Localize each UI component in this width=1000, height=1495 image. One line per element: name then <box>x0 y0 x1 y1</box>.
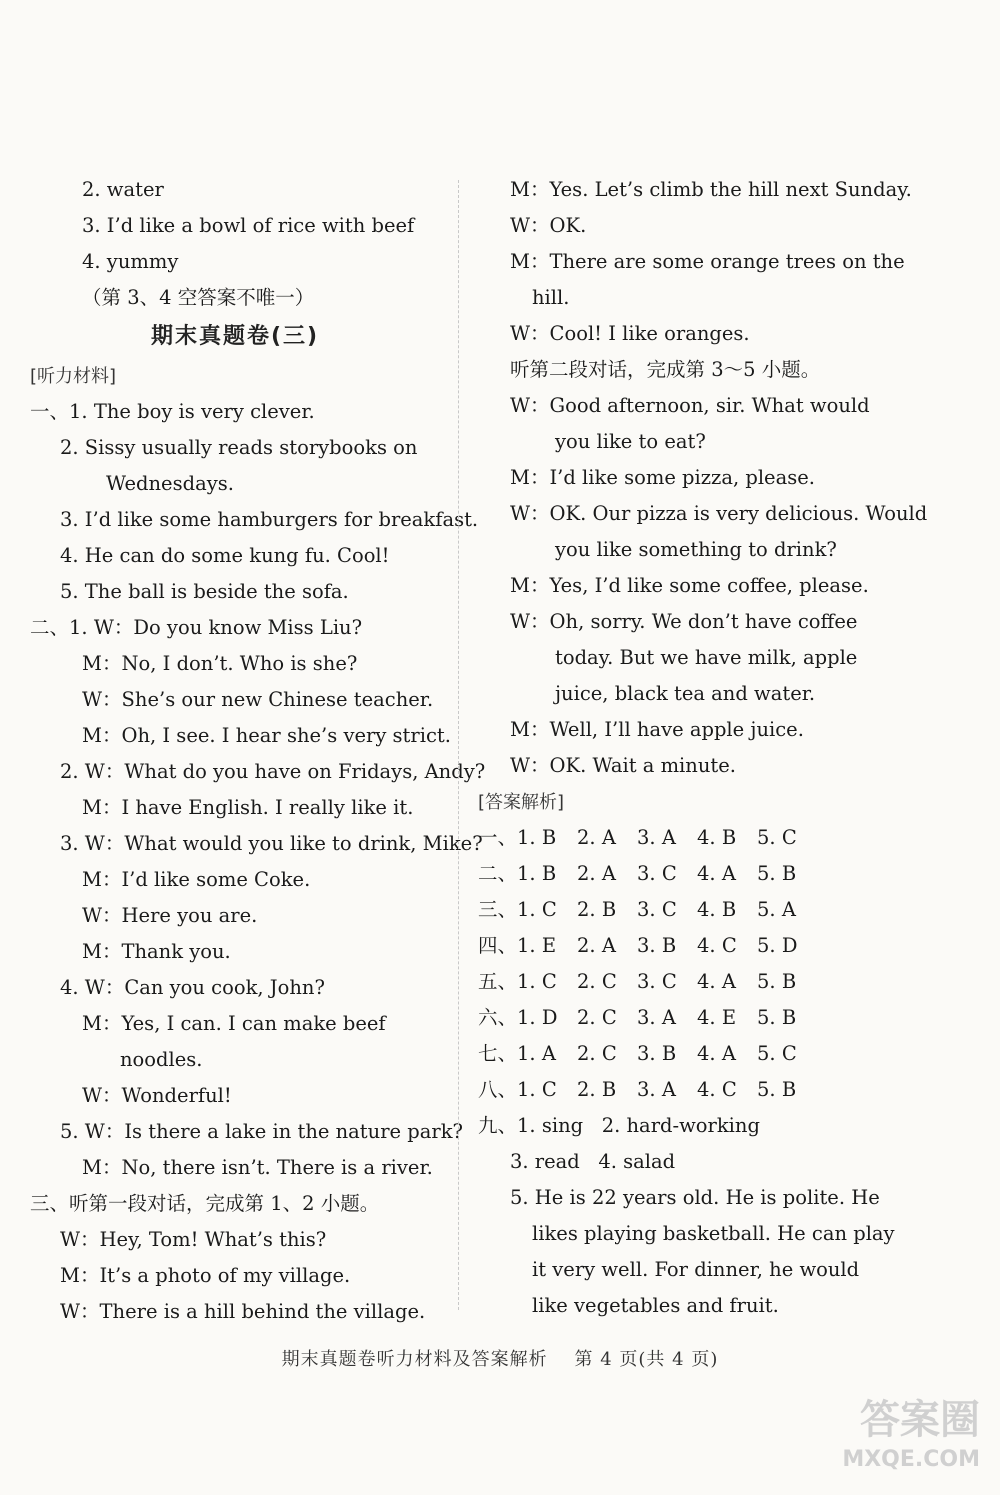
exam-title: 期末真题卷(三) <box>150 324 320 349</box>
part-marker: 六、 <box>478 1006 518 1029</box>
dialog-line: W：Hey, Tom! What’s this? <box>60 1228 327 1251</box>
listening-tag <box>30 358 440 394</box>
dialog-line: M：No, I don’t. Who is she? <box>82 652 358 675</box>
answer-row <box>478 856 898 892</box>
dialog-line: you like something to drink? <box>555 538 837 561</box>
dialog-line: M：Yes, I’d like some coffee, please. <box>510 574 869 597</box>
answer-item: 2. C <box>577 1006 617 1029</box>
dialog-line: M：Yes, I can. I can make beef <box>82 1012 386 1035</box>
part-marker: 二、 <box>30 616 70 639</box>
dialog-line: W：Cool! I like oranges. <box>510 322 750 345</box>
dialog-line: W：Good afternoon, sir. What would <box>510 394 870 417</box>
part-marker: 二、 <box>478 862 518 885</box>
part9-q5: 5. He is 22 years old. He is polite. He <box>510 1186 880 1209</box>
dialog-line: W：OK. Wait a minute. <box>510 754 736 777</box>
answer-item: 3. B <box>637 934 677 957</box>
dialog-line: M：I’d like some pizza, please. <box>510 466 815 489</box>
dialog-line: W：OK. <box>510 214 587 237</box>
part3-intro <box>30 1186 440 1222</box>
answer-row <box>478 820 898 856</box>
part1-line: 3. I’d like some hamburgers for breakfast. <box>60 508 479 531</box>
answer-item: 4. C <box>697 1078 737 1101</box>
dialog-line: W：There is a hill behind the village. <box>60 1300 426 1323</box>
part1-line: 5. The ball is beside the sofa. <box>60 580 349 603</box>
dialog-line: today. But we have milk, apple <box>555 646 858 669</box>
answer-item: 2. A <box>577 862 616 885</box>
answer-item: 1. C <box>517 898 557 921</box>
answer-row <box>478 964 898 1000</box>
answer-item: 2. C <box>577 1042 617 1065</box>
answer-item: 5. B <box>757 862 797 885</box>
dialog-line: W：She’s our new Chinese teacher. <box>82 688 434 711</box>
part9-q5: it very well. For dinner, he would <box>532 1258 860 1281</box>
part1-line: 2. Sissy usually reads storybooks on <box>60 436 418 459</box>
dialog-line: W：OK. Our pizza is very delicious. Would <box>510 502 928 525</box>
answer-row <box>478 1036 898 1072</box>
dialog-line: M：Thank you. <box>82 940 231 963</box>
right-column <box>478 172 928 1324</box>
part9-q5: like vegetables and fruit. <box>532 1294 779 1317</box>
answer-item: 5. D <box>757 934 798 957</box>
dialog-line: 4. W：Can you cook, John? <box>60 976 325 999</box>
dialog-line: juice, black tea and water. <box>555 682 816 705</box>
answer-item: 3. C <box>637 970 677 993</box>
dialog-line: M：Yes. Let’s climb the hill next Sunday. <box>510 178 912 201</box>
column-divider <box>458 180 459 1310</box>
answer-item: 4. B <box>697 898 737 921</box>
part-marker: 五、 <box>478 970 518 993</box>
answer-tag-label: [答案解析] <box>478 792 565 813</box>
part9-line <box>478 1108 898 1144</box>
watermark-top: 答案圈 <box>860 1397 980 1443</box>
answer-key <box>478 820 898 1108</box>
answer-item: 5. C <box>757 826 797 849</box>
part-marker: 一、 <box>478 826 518 849</box>
dialog-line: W：Here you are. <box>82 904 258 927</box>
dialog-line: W：Wonderful! <box>82 1084 232 1107</box>
answer-item: 4. A <box>697 862 736 885</box>
answer-item: 4. E <box>697 1006 737 1029</box>
listening-tag-label: [听力材料] <box>30 366 117 387</box>
part-marker: 九、 <box>478 1114 518 1137</box>
answer-line: 4. yummy <box>82 250 179 273</box>
part9-q5: likes playing basketball. He can play <box>532 1222 895 1245</box>
answer-item: 3. A <box>637 826 676 849</box>
answer-item: 2. A <box>577 826 616 849</box>
answer-item: 4. C <box>697 934 737 957</box>
part1-line: 4. He can do some kung fu. Cool! <box>60 544 390 567</box>
answer-item: 5. B <box>757 1078 797 1101</box>
answer-item: 5. B <box>757 970 797 993</box>
part-marker: 七、 <box>478 1042 518 1065</box>
page-footer: 期末真题卷听力材料及答案解析 第 4 页(共 4 页) <box>281 1349 719 1370</box>
dialog-line: M：I’d like some Coke. <box>82 868 311 891</box>
dialog-line: M：I have English. I really like it. <box>82 796 414 819</box>
answer-item: 3. C <box>637 862 677 885</box>
item-text: 1. The boy is very clever. <box>69 400 315 423</box>
answer-item: 1. C <box>517 1078 557 1101</box>
dialog-line: 3. W：What would you like to drink, Mike? <box>60 832 483 855</box>
answer-row <box>478 1072 898 1108</box>
answer-item: 5. C <box>757 1042 797 1065</box>
left-column <box>30 172 486 1330</box>
answer-item: 5. A <box>757 898 796 921</box>
answer-item: 2. A <box>577 934 616 957</box>
answer-item: 2. B <box>577 898 617 921</box>
part1-line <box>30 394 440 430</box>
answer-item: 1. A <box>517 1042 556 1065</box>
part-marker: 三、 <box>30 1192 70 1215</box>
answer-item: 3. C <box>637 898 677 921</box>
answer-row <box>478 1000 898 1036</box>
answer-item: 1. D <box>517 1006 558 1029</box>
dialog-intro: 听第二段对话，完成第 3～5 小题。 <box>510 358 821 381</box>
answer-tag <box>478 784 898 820</box>
dialog-line: hill. <box>532 286 570 309</box>
watermark-logo <box>800 1395 980 1485</box>
answer-note: （第 3、4 空答案不唯一） <box>82 286 315 309</box>
answer-item: 5. B <box>757 1006 797 1029</box>
dialog-line: M：Well, I’ll have apple juice. <box>510 718 804 741</box>
dialog-line: W：Oh, sorry. We don’t have coffee <box>510 610 858 633</box>
dialog-text: 1. W：Do you know Miss Liu? <box>69 616 363 639</box>
dialog-line: 5. W：Is there a lake in the nature park? <box>60 1120 463 1143</box>
answer-item: 1. B <box>517 826 557 849</box>
answer-item: 3. A <box>637 1078 676 1101</box>
answer-item: 4. B <box>697 826 737 849</box>
answer-item: 1. C <box>517 970 557 993</box>
part-marker: 一、 <box>30 400 70 423</box>
answer-line: 2. water <box>82 178 164 201</box>
answer-item: 4. A <box>697 1042 736 1065</box>
dialog-line: M：There are some orange trees on the <box>510 250 905 273</box>
dialog-line: 2. W：What do you have on Fridays, Andy? <box>60 760 486 783</box>
dialog-line: noodles. <box>120 1048 203 1071</box>
answer-item: 1. B <box>517 862 557 885</box>
answer-item: 4. A <box>697 970 736 993</box>
answer-item: 2. B <box>577 1078 617 1101</box>
dialog-line: M：Oh, I see. I hear she’s very strict. <box>82 724 451 747</box>
dialog-line: M：It’s a photo of my village. <box>60 1264 351 1287</box>
answer-item: 3. A <box>637 1006 676 1029</box>
answer-text: 1. sing 2. hard-working <box>517 1114 760 1137</box>
dialog-line: M：No, there isn’t. There is a river. <box>82 1156 433 1179</box>
answer-item: 3. B <box>637 1042 677 1065</box>
answer-item: 1. E <box>517 934 557 957</box>
part1-line: Wednesdays. <box>106 472 234 495</box>
part2-line <box>30 610 440 646</box>
answer-row <box>478 928 898 964</box>
part-marker: 八、 <box>478 1078 518 1101</box>
dialog-line: you like to eat? <box>555 430 706 453</box>
answer-item: 2. C <box>577 970 617 993</box>
watermark-bottom: MXQE.COM <box>842 1447 980 1472</box>
part-marker: 三、 <box>478 898 518 921</box>
intro-text: 听第一段对话，完成第 1、2 小题。 <box>69 1192 380 1215</box>
answer-row <box>478 892 898 928</box>
part-marker: 四、 <box>478 934 518 957</box>
answer-line: 3. I’d like a bowl of rice with beef <box>82 214 415 237</box>
part9-line: 3. read 4. salad <box>510 1150 676 1173</box>
